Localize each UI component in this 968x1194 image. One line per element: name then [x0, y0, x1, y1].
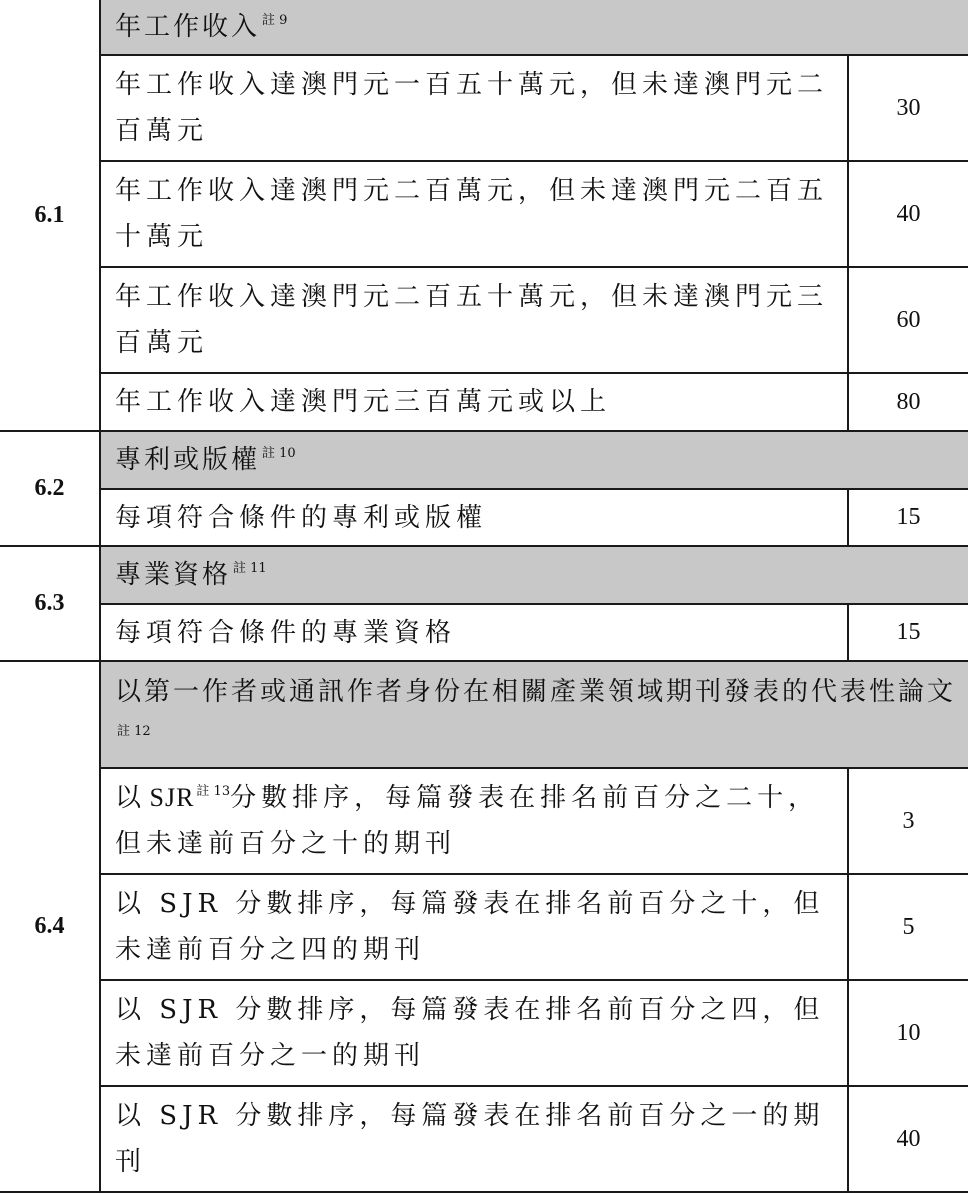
criterion-text: 年工作收入達澳門元一百五十萬元，但未達澳門元二百萬元 — [100, 55, 848, 161]
section-6-3-header-row — [0, 546, 968, 604]
criterion-text: 以 SJR 分數排序，每篇發表在排名前百分之四，但未達前百分之一的期刊 — [100, 980, 848, 1086]
points-value: 3 — [848, 768, 968, 874]
table-row — [0, 874, 968, 980]
section-header — [100, 0, 968, 55]
table-row — [0, 768, 968, 874]
table-row — [0, 1086, 968, 1192]
criterion-text — [100, 768, 848, 874]
criterion-rest: 分數排序，每篇發表在排名前百分之二十，但未達前百分之十的期刊 — [115, 783, 820, 859]
criterion-text: 每項符合條件的專業資格 — [100, 604, 848, 661]
criterion-text: 年工作收入達澳門元三百萬元或以上 — [100, 373, 848, 431]
section-title: 專利或版權 — [115, 445, 261, 475]
footnote-ref: 註 13 — [196, 784, 231, 799]
points-value: 40 — [848, 1086, 968, 1192]
table-row — [0, 267, 968, 373]
criterion-text: 每項符合條件的專利或版權 — [100, 489, 848, 546]
section-code: 6.4 — [0, 661, 100, 1192]
section-code: 6.3 — [0, 546, 100, 661]
table-row — [0, 55, 968, 161]
criterion-prefix: 以 SJR — [115, 783, 195, 812]
table-row — [0, 604, 968, 661]
points-value: 10 — [848, 980, 968, 1086]
section-header — [100, 661, 968, 768]
section-6-4-header-row — [0, 661, 968, 768]
section-title: 專業資格 — [115, 560, 232, 590]
points-value: 30 — [848, 55, 968, 161]
section-code: 6.1 — [0, 0, 100, 431]
points-value: 80 — [848, 373, 968, 431]
section-title: 年工作收入 — [115, 12, 261, 42]
criterion-text: 年工作收入達澳門元二百五十萬元，但未達澳門元三百萬元 — [100, 267, 848, 373]
footnote-ref: 註 9 — [262, 13, 288, 28]
footnote-ref: 註 11 — [233, 561, 267, 576]
section-6-2-header-row — [0, 431, 968, 489]
table-row — [0, 161, 968, 267]
footnote-ref: 註 12 — [117, 723, 151, 739]
points-value: 60 — [848, 267, 968, 373]
table-row — [0, 489, 968, 546]
table-row — [0, 373, 968, 431]
table-row — [0, 980, 968, 1086]
points-value: 15 — [848, 604, 968, 661]
criterion-text: 以 SJR 分數排序，每篇發表在排名前百分之一的期刊 — [100, 1086, 848, 1192]
section-header — [100, 431, 968, 489]
points-value: 5 — [848, 874, 968, 980]
section-header — [100, 546, 968, 604]
criterion-text: 以 SJR 分數排序，每篇發表在排名前百分之十，但未達前百分之四的期刊 — [100, 874, 848, 980]
points-value: 15 — [848, 489, 968, 546]
section-code: 6.2 — [0, 431, 100, 546]
section-6-1-header-row — [0, 0, 968, 55]
criterion-text: 年工作收入達澳門元二百萬元，但未達澳門元二百五十萬元 — [100, 161, 848, 267]
footnote-ref: 註 10 — [262, 446, 296, 461]
points-value: 40 — [848, 161, 968, 267]
section-title: 以第一作者或通訊作者身份在相關產業領域期刊發表的代表性論文 — [115, 676, 957, 707]
